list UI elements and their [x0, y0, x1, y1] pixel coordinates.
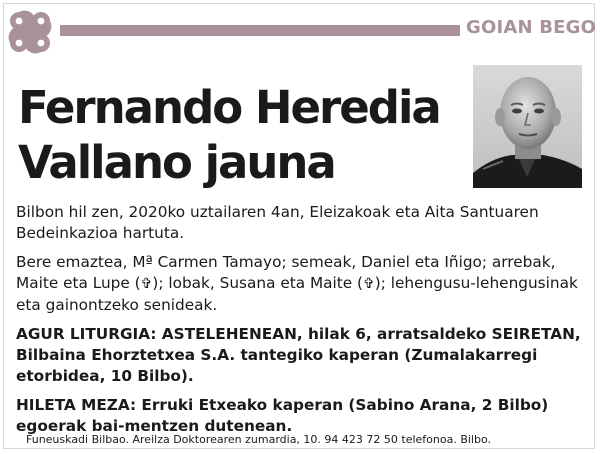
portrait-photo	[473, 65, 582, 188]
family-text-c: ); lehengusu-lehengusinak eta gainontzeko senideak.	[16, 274, 578, 314]
cross-icon: ✞	[140, 276, 153, 292]
funeral-home-footer: Funeuskadi Bilbao. Areilza Doktorearen zumardia, 10. 94 423 72 50 telefonoa. Bilbo.	[26, 433, 492, 446]
family-paragraph	[16, 252, 586, 316]
deceased-name	[18, 80, 458, 190]
header-title: GOIAN BEGO	[466, 17, 597, 38]
farewell-liturgy-paragraph: AGUR LITURGIA: ASTELEHENEAN, hilak 6, arratsaldeko SEIRETAN, Bilbaina Ehorztetxea S.A. tantegiko kaperan (Zumalakarregi etorbidea, 10 Bilbo).	[16, 325, 581, 385]
death-notice-paragraph: Bilbon hil zen, 2020ko uztailaren 4an, Eleizakoak eta Aita Santuaren Bedeinkazioa hartuta.	[16, 203, 539, 242]
funeral-mass-paragraph: HILETA MEZA: Erruki Etxeako kaperan (Sabino Arana, 2 Bilbo) egoerak bai-mentzen dutenean.	[16, 396, 549, 435]
header-bar	[60, 25, 460, 36]
name-line-2: Vallano jauna	[18, 136, 335, 189]
cross-icon: ✞	[363, 276, 375, 292]
lauburu-icon	[4, 6, 56, 58]
name-line-1: Fernando Heredia	[18, 81, 440, 134]
family-text-b: ); lobak, Susana eta Maite (	[152, 274, 364, 292]
obituary-body	[16, 202, 586, 445]
family-text-a: Bere emaztea, Mª Carmen Tamayo; semeak, Daniel eta Iñigo; arrebak, Maite eta Lupe (	[16, 253, 556, 292]
